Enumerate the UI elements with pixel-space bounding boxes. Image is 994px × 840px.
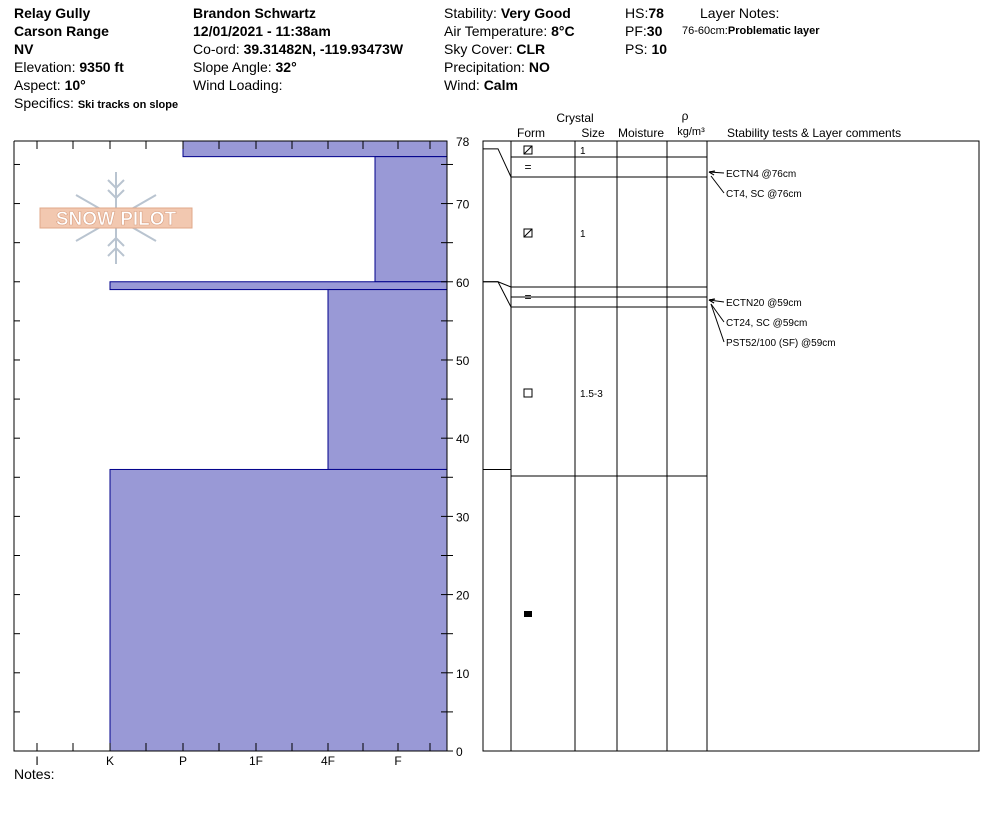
data-table-frame [483, 141, 979, 751]
state-name: NV [14, 41, 34, 57]
y-tick-label: 0 [456, 745, 463, 759]
hs-label: HS: [625, 5, 649, 21]
hardness-bar-3 [328, 290, 447, 470]
hardness-label: 4F [320, 754, 336, 768]
hardness-label: I [35, 754, 39, 768]
boundary-connector [483, 149, 511, 177]
precip-value: NO [528, 59, 550, 75]
y-tick-label: 10 [456, 666, 470, 681]
arrow-head-icon [709, 171, 715, 175]
stability-label: Stability: [444, 5, 497, 21]
slope-value: 32° [275, 59, 297, 75]
stability-test-label: ECTN20 @59cm [726, 298, 802, 309]
precip-label: Precipitation: [444, 59, 525, 75]
y-tick-label: 78 [456, 135, 470, 149]
hardness-label: 1F [248, 754, 264, 768]
coord-label: Co-ord: [193, 41, 240, 57]
test-arrow [711, 304, 724, 342]
stability-test-label: CT24, SC @59cm [726, 318, 808, 329]
faceted-rounded-slash [524, 146, 532, 154]
pf-label: PF: [625, 23, 647, 39]
faceted-icon [524, 389, 532, 397]
hardness-bar-0 [183, 141, 447, 157]
wind-value: Calm [483, 77, 518, 93]
crystal-size: 1 [580, 229, 586, 240]
layer-notes-text: Problematic layer [727, 25, 820, 37]
y-tick-label: 30 [456, 510, 470, 525]
y-tick-label: 60 [456, 275, 470, 290]
hardness-bar-2 [110, 282, 447, 290]
location-name: Relay Gully [14, 5, 91, 21]
y-tick-label: 20 [456, 588, 470, 603]
layer-notes-label: Layer Notes: [700, 5, 780, 21]
header-crystal: Crystal [556, 111, 594, 125]
range-name: Carson Range [14, 23, 109, 39]
pf-value: 30 [646, 23, 663, 39]
header-comments: Stability tests & Layer comments [727, 126, 902, 140]
stability-value: Very Good [500, 5, 571, 21]
melt-freeze-icon [524, 611, 532, 617]
slope-label: Slope Angle: [193, 59, 272, 75]
layer-notes-range: 76-60cm: [682, 25, 728, 37]
test-arrow [711, 304, 724, 322]
header-moisture: Moisture [617, 126, 665, 140]
snowflake-logo-icon [40, 172, 192, 264]
header-density-unit: kg/m³ [677, 126, 705, 138]
hardness-label: K [105, 754, 115, 768]
elevation-value: 9350 ft [79, 59, 124, 75]
hardness-label: P [178, 754, 188, 768]
sky-value: CLR [516, 41, 546, 57]
hs-value: 78 [648, 5, 664, 21]
stability-test-label: PST52/100 (SF) @59cm [726, 338, 836, 349]
header-rho: ρ [681, 109, 689, 123]
crust-symbol: = [524, 160, 532, 174]
specifics-label: Specifics: [14, 95, 74, 111]
y-tick-label: 70 [456, 197, 470, 212]
logo-text: SNOW PILOT [55, 209, 177, 230]
air-temp-label: Air Temperature: [444, 23, 548, 39]
specifics-value: Ski tracks on slope [77, 99, 179, 111]
stability-test-label: ECTN4 @76cm [726, 169, 797, 180]
hardness-label: F [394, 754, 402, 768]
hardness-bar-4 [110, 469, 447, 751]
crust-symbol: = [524, 290, 532, 304]
stability-test-label: CT4, SC @76cm [726, 189, 802, 200]
observation-datetime: 12/01/2021 - 11:38am [193, 23, 331, 39]
wind-loading-label: Wind Loading: [193, 77, 283, 93]
y-tick-label: 50 [456, 353, 470, 368]
y-tick-label: 40 [456, 432, 470, 447]
ps-value: 10 [651, 41, 668, 57]
aspect-label: Aspect: [14, 77, 61, 93]
air-temp-value: 8°C [551, 23, 575, 39]
crystal-size: 1 [580, 146, 586, 157]
sky-label: Sky Cover: [444, 41, 513, 57]
boundary-connector [483, 282, 511, 287]
coord-value: 39.31482N, -119.93473W [243, 41, 404, 57]
wind-label: Wind: [444, 77, 480, 93]
faceted-rounded-slash [524, 229, 532, 237]
elevation-label: Elevation: [14, 59, 76, 75]
aspect-value: 10° [64, 77, 86, 93]
test-arrow [711, 176, 724, 193]
hardness-bar-1 [375, 157, 447, 282]
header-form: Form [517, 126, 545, 140]
observer-name: Brandon Schwartz [193, 5, 316, 21]
crystal-size: 1.5-3 [580, 389, 603, 400]
ps-label: PS: [625, 41, 648, 57]
notes-label: Notes: [14, 766, 55, 782]
header-size: Size [581, 126, 605, 140]
